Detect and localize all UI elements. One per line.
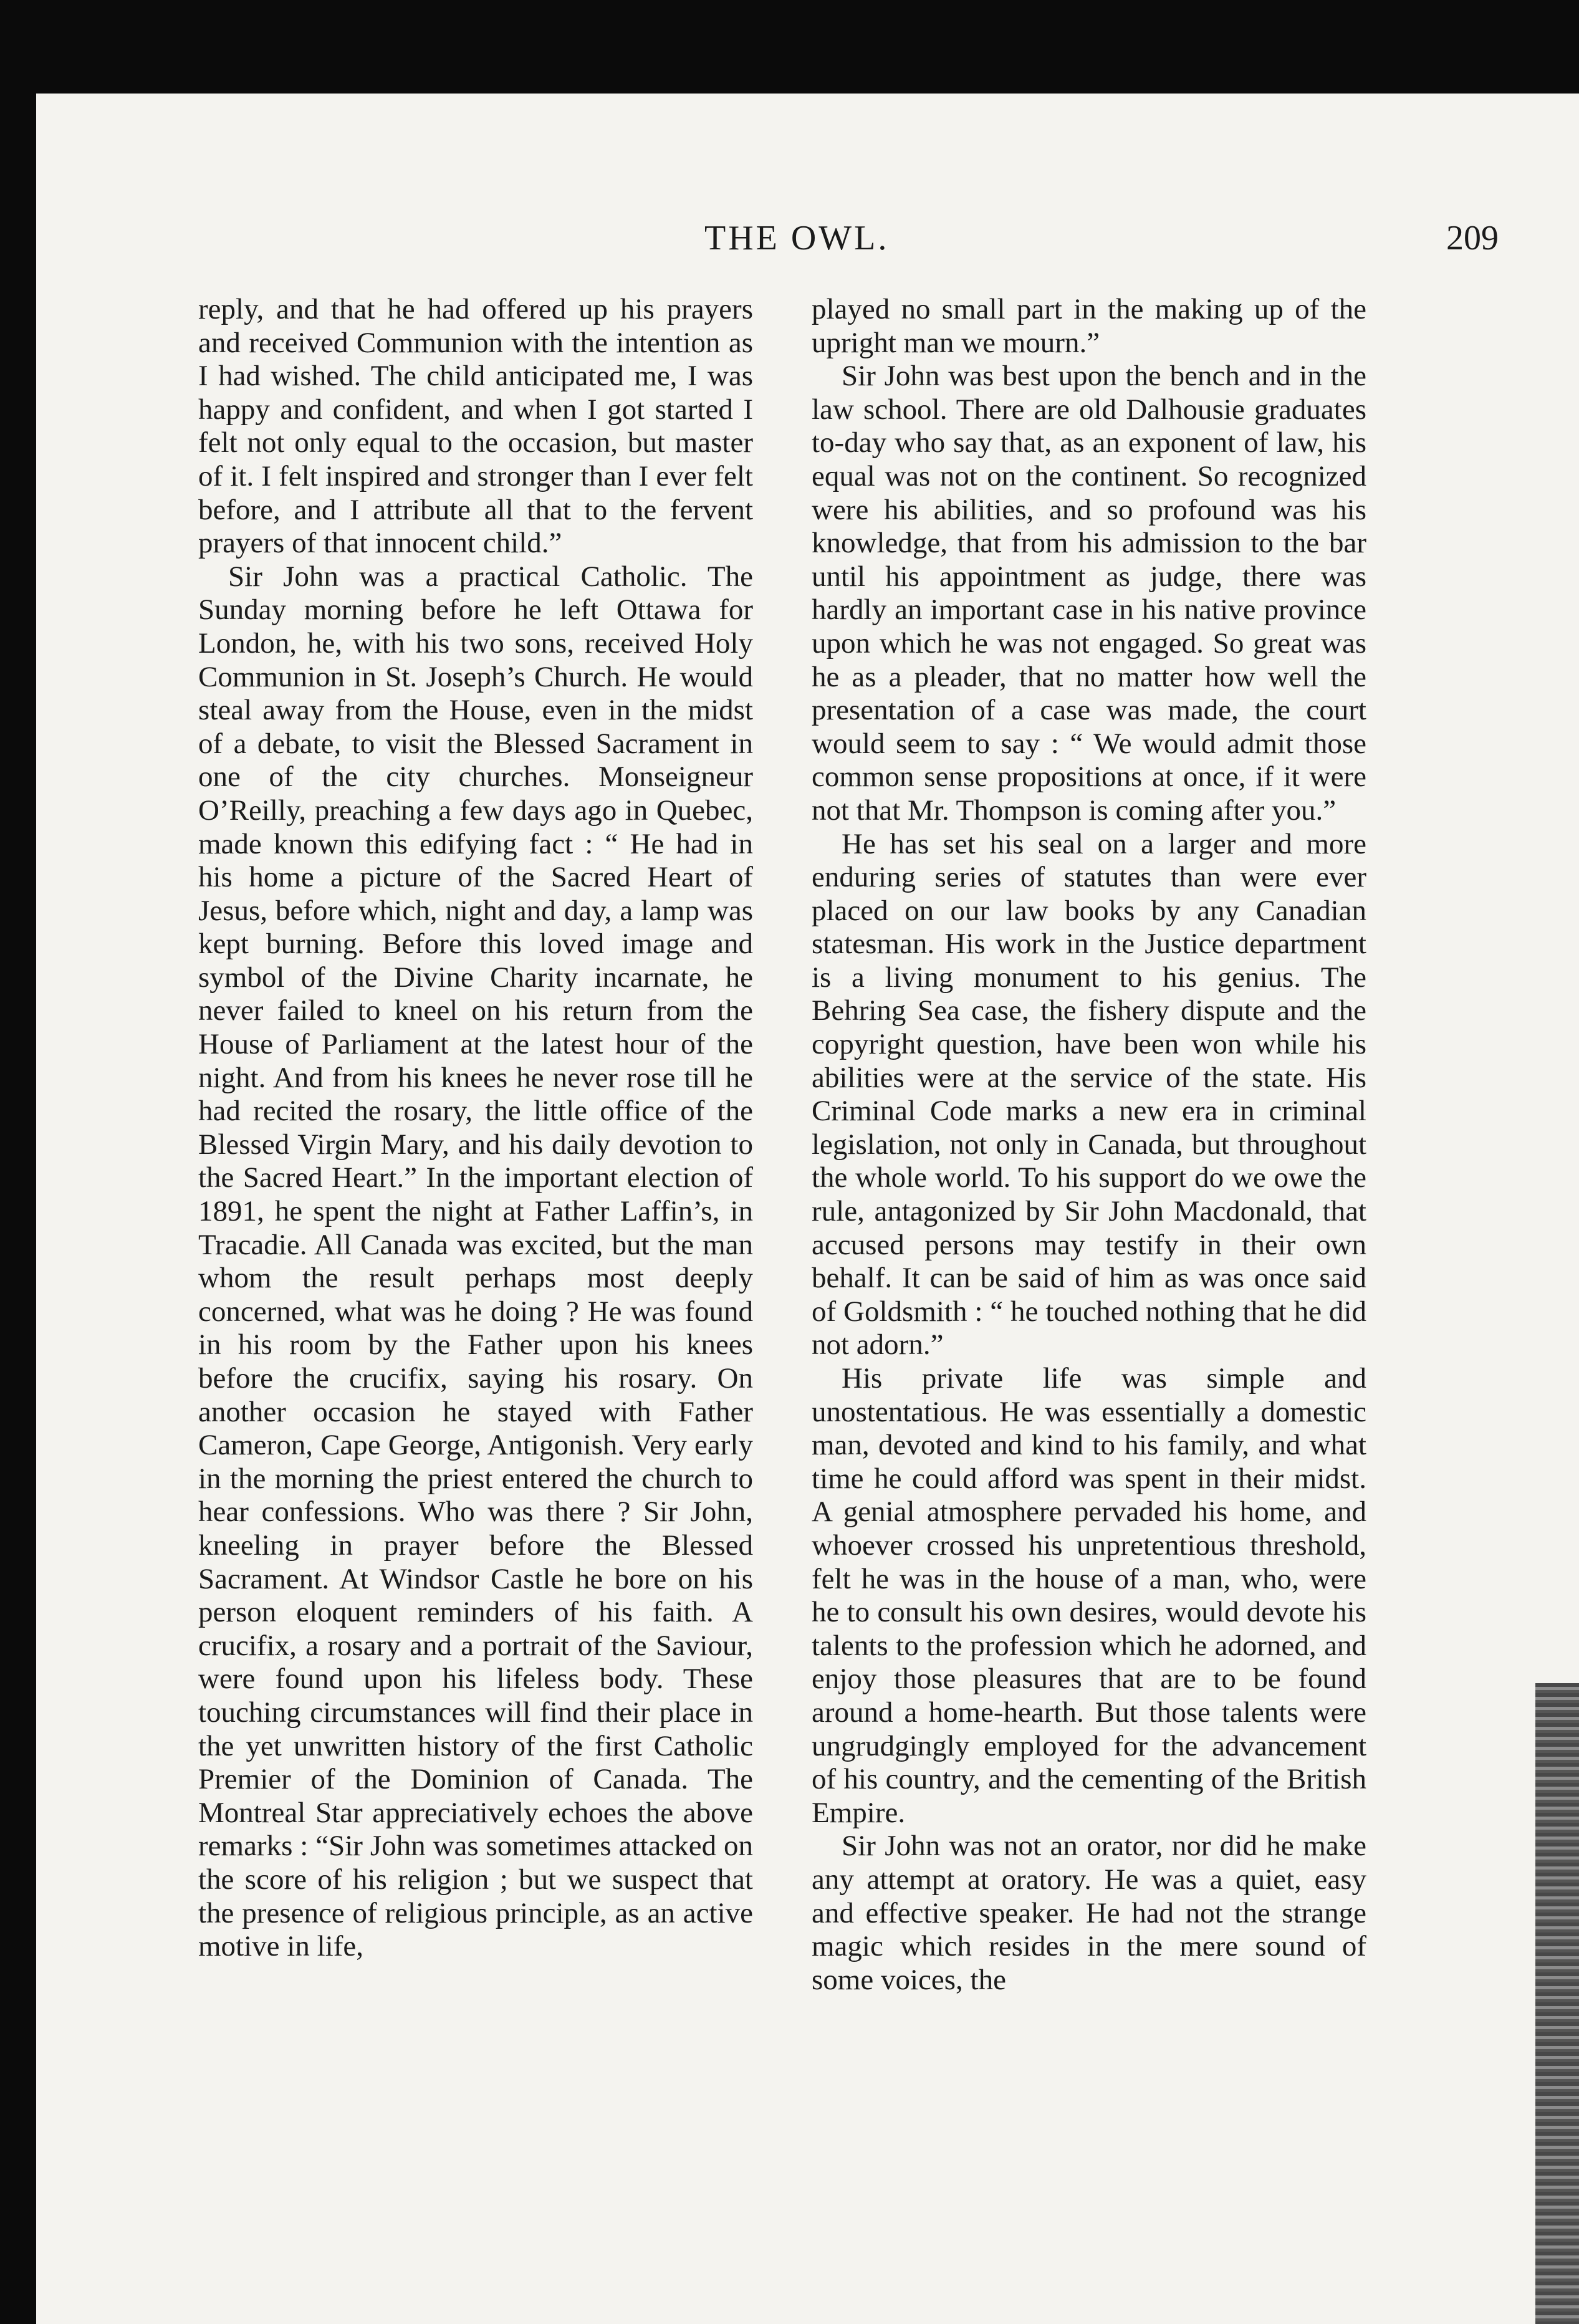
page-number: 209 (1446, 219, 1499, 257)
scan-left-border (0, 94, 36, 2324)
right-paragraph-5: Sir John was not an orator, nor did he make any attempt at oratory. He was a quiet, easy and effective speaker. He had not the strange magic which resides in the mere sound of some voices, the (812, 1830, 1366, 1996)
left-paragraph-2: Sir John was a practical Catholic. The Sunday morning before he left Ottawa for London, he, with his two sons, received Holy Communion in St. Joseph’s Church. He would steal away from the House, even in the midst of a debate, to visit the Blessed Sacrament in one of the city churches. Monseigneur O’Reilly, preaching a few days ago in Quebec, made known this edifying fact : “ He had in his home a picture of the Sacred Heart of Jesus, before which, night and day, a lamp was kept burning. Before this loved image and symbol of the Divine Charity incarnate, he never failed to kneel on his return from the House of Parliament at the latest hour of the night. And from his knees he never rose till he had recited the rosary, the little office of the Blessed Virgin Mary, and his daily devotion to the Sacred Heart.” In the important election of 1891, he spent the night at Father Laffin’s, in Tracadie. All Canada was excited, but the man whom the result perhaps most deeply concerned, what was he doing ? He was found in his room by the Father upon his knees before the crucifix, saying his rosary. On another occasion he stayed with Father Cameron, Cape George, Antigonish. Very early in the morning the priest entered the church to hear confessions. Who was there ? Sir John, kneeling in prayer before the Blessed Sacrament. At Windsor Castle he bore on his person eloquent reminders of his faith. A crucifix, a rosary and a portrait of the Saviour, were found upon his lifeless body. These touching circumstances will find their place in the yet unwritten history of the first Catholic Premier of the Dominion of Canada. The Montreal Star appreciatively echoes the above remarks : “Sir John was sometimes attacked on the score of his religion ; but we suspect that the presence of religious principle, as an active motive in life, (198, 560, 753, 1963)
left-paragraph-1: reply, and that he had offered up his prayers and received Communion with the intention as I had wished. The child anticipated me, I was happy and confident, and when I got started I felt not only equal to the occasion, but master of it. I felt inspired and stronger than I ever felt before, and I attribute all that to the fervent prayers of that innocent child.” (198, 293, 753, 560)
right-paragraph-2: Sir John was best upon the bench and in the law school. There are old Dalhousie graduates to-day who say that, as an exponent of law, his equal was not on the continent. So recognized were his abilities, and so profound was his knowledge, that from his admission to the bar until his appointment as judge, there was hardly an important case in his native province upon which he was not engaged. So great was he as a pleader, that no matter how well the presentation of a case was made, the court would seem to say : “ We would admit those common sense propositions at once, if it were not that Mr. Thompson is coming after you.” (812, 360, 1366, 827)
scan-top-border (0, 0, 1579, 94)
right-paragraph-4: His private life was simple and unostentatious. He was essentially a domestic man, devoted and kind to his family, and what time he could afford was spent in their midst. A genial atmosphere pervaded his home, and whoever crossed his unpretentious threshold, felt he was in the house of a man, who, were he to consult his own desires, would devote his talents to the profession which he adorned, and enjoy those pleasures that are to be found around a home-hearth. But those talents were ungrudgingly employed for the advancement of his country, and the cementing of the British Empire. (812, 1362, 1366, 1829)
scan-right-edge-stain (1535, 1683, 1579, 2324)
left-column (198, 293, 753, 1964)
right-paragraph-1: played no small part in the making up of the upright man we mourn.” (812, 293, 1366, 359)
running-head-title: THE OWL. (704, 219, 890, 257)
right-paragraph-3: He has set his seal on a larger and more enduring series of statutes than were ever placed on our law books by any Canadian statesman. His work in the Justice department is a living monument to his genius. The Behring Sea case, the fishery dispute and the copyright question, have been won while his abilities were at the service of the state. His Criminal Code marks a new era in criminal legislation, not only in Canada, but throughout the whole world. To his support do we owe the rule, antagonized by Sir John Macdonald, that accused persons may testify in their own behalf. It can be said of him as was once said of Goldsmith : “ he touched nothing that he did not adorn.” (812, 827, 1366, 1361)
right-column (812, 293, 1366, 1997)
